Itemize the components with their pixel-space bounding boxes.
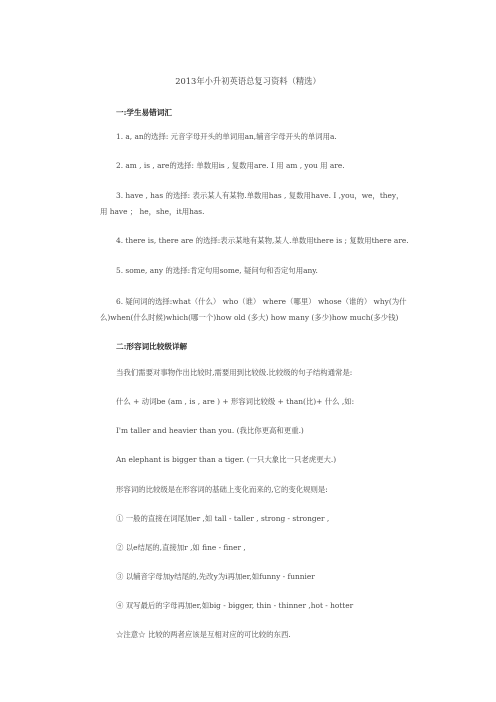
note-text: ☆注意☆ 比较的两者应该是互相对应的可比较的东西. <box>116 630 291 639</box>
section-heading-vocabulary: 一:学生易错词汇 <box>116 108 172 117</box>
paragraph-item-3-line-1: 3. have , has 的选择: 表示某人有某物.单数用has , 复数用have. I ,you，we，they， <box>116 191 404 200</box>
rule-item-4: ④ 双写最后的字母再加er,如big - bigger, thin - thinner ,hot - hotter <box>116 601 354 610</box>
rule-item-1: ① 一般的直接在词尾加er ,如 tall - taller , strong - stronger , <box>116 514 330 523</box>
paragraph-item-5: 5. some, any 的选择:肯定句用some, 疑问句和否定句用any. <box>116 266 318 275</box>
paragraph-item-1: 1. a, an的选择: 元音字母开头的单词用an,辅音字母开头的单词用a. <box>116 132 337 141</box>
example-sentence-2: An elephant is bigger than a tiger. (一只大象比一只老虎更大.) <box>116 455 337 464</box>
rule-item-2: ② 以e结尾的,直接加r ,如 fine - finer , <box>116 543 246 552</box>
example-sentence-1: I'm taller and heavier than you. (我比你更高和更重.) <box>116 426 304 435</box>
document-title: 2013年小升初英语总复习资料（精选） <box>175 76 321 86</box>
paragraph-structure: 什么 + 动词be (am , is , are ) + 形容词比较级 + than(比)+ 什么 ,如: <box>116 397 355 406</box>
paragraph-item-3-line-2: 用 have ； he，she，it用has. <box>100 207 205 216</box>
section-heading-comparatives: 二:形容词比较级详解 <box>116 342 188 351</box>
paragraph-item-4: 4. there is, there are 的选择:表示某地有某物,某人.单数用there is ; 复数用there are. <box>116 236 409 245</box>
paragraph-intro: 当我们需要对事物作出比较时,需要用到比较级.比较级的句子结构通常是: <box>116 368 353 377</box>
rule-item-3: ③ 以辅音字母加y结尾的,先改y为i再加er,如funny - funnier <box>116 572 315 581</box>
paragraph-rules-intro: 形容词的比较级是在形容词的基础上变化而来的,它的变化规则是: <box>116 485 328 494</box>
paragraph-item-6-line-1: 6. 疑问词的选择:what（什么） who（谁） where（哪里） whose（谁的） why(为什 <box>116 297 407 306</box>
paragraph-item-6-line-2: 么)when(什么时候)which(哪一个)how old (多大) how many (多少)how much(多少钱) <box>100 313 399 322</box>
paragraph-item-2: 2. am , is , are的选择: 单数用is , 复数用are. I 用 am , you 用 are. <box>116 161 345 170</box>
